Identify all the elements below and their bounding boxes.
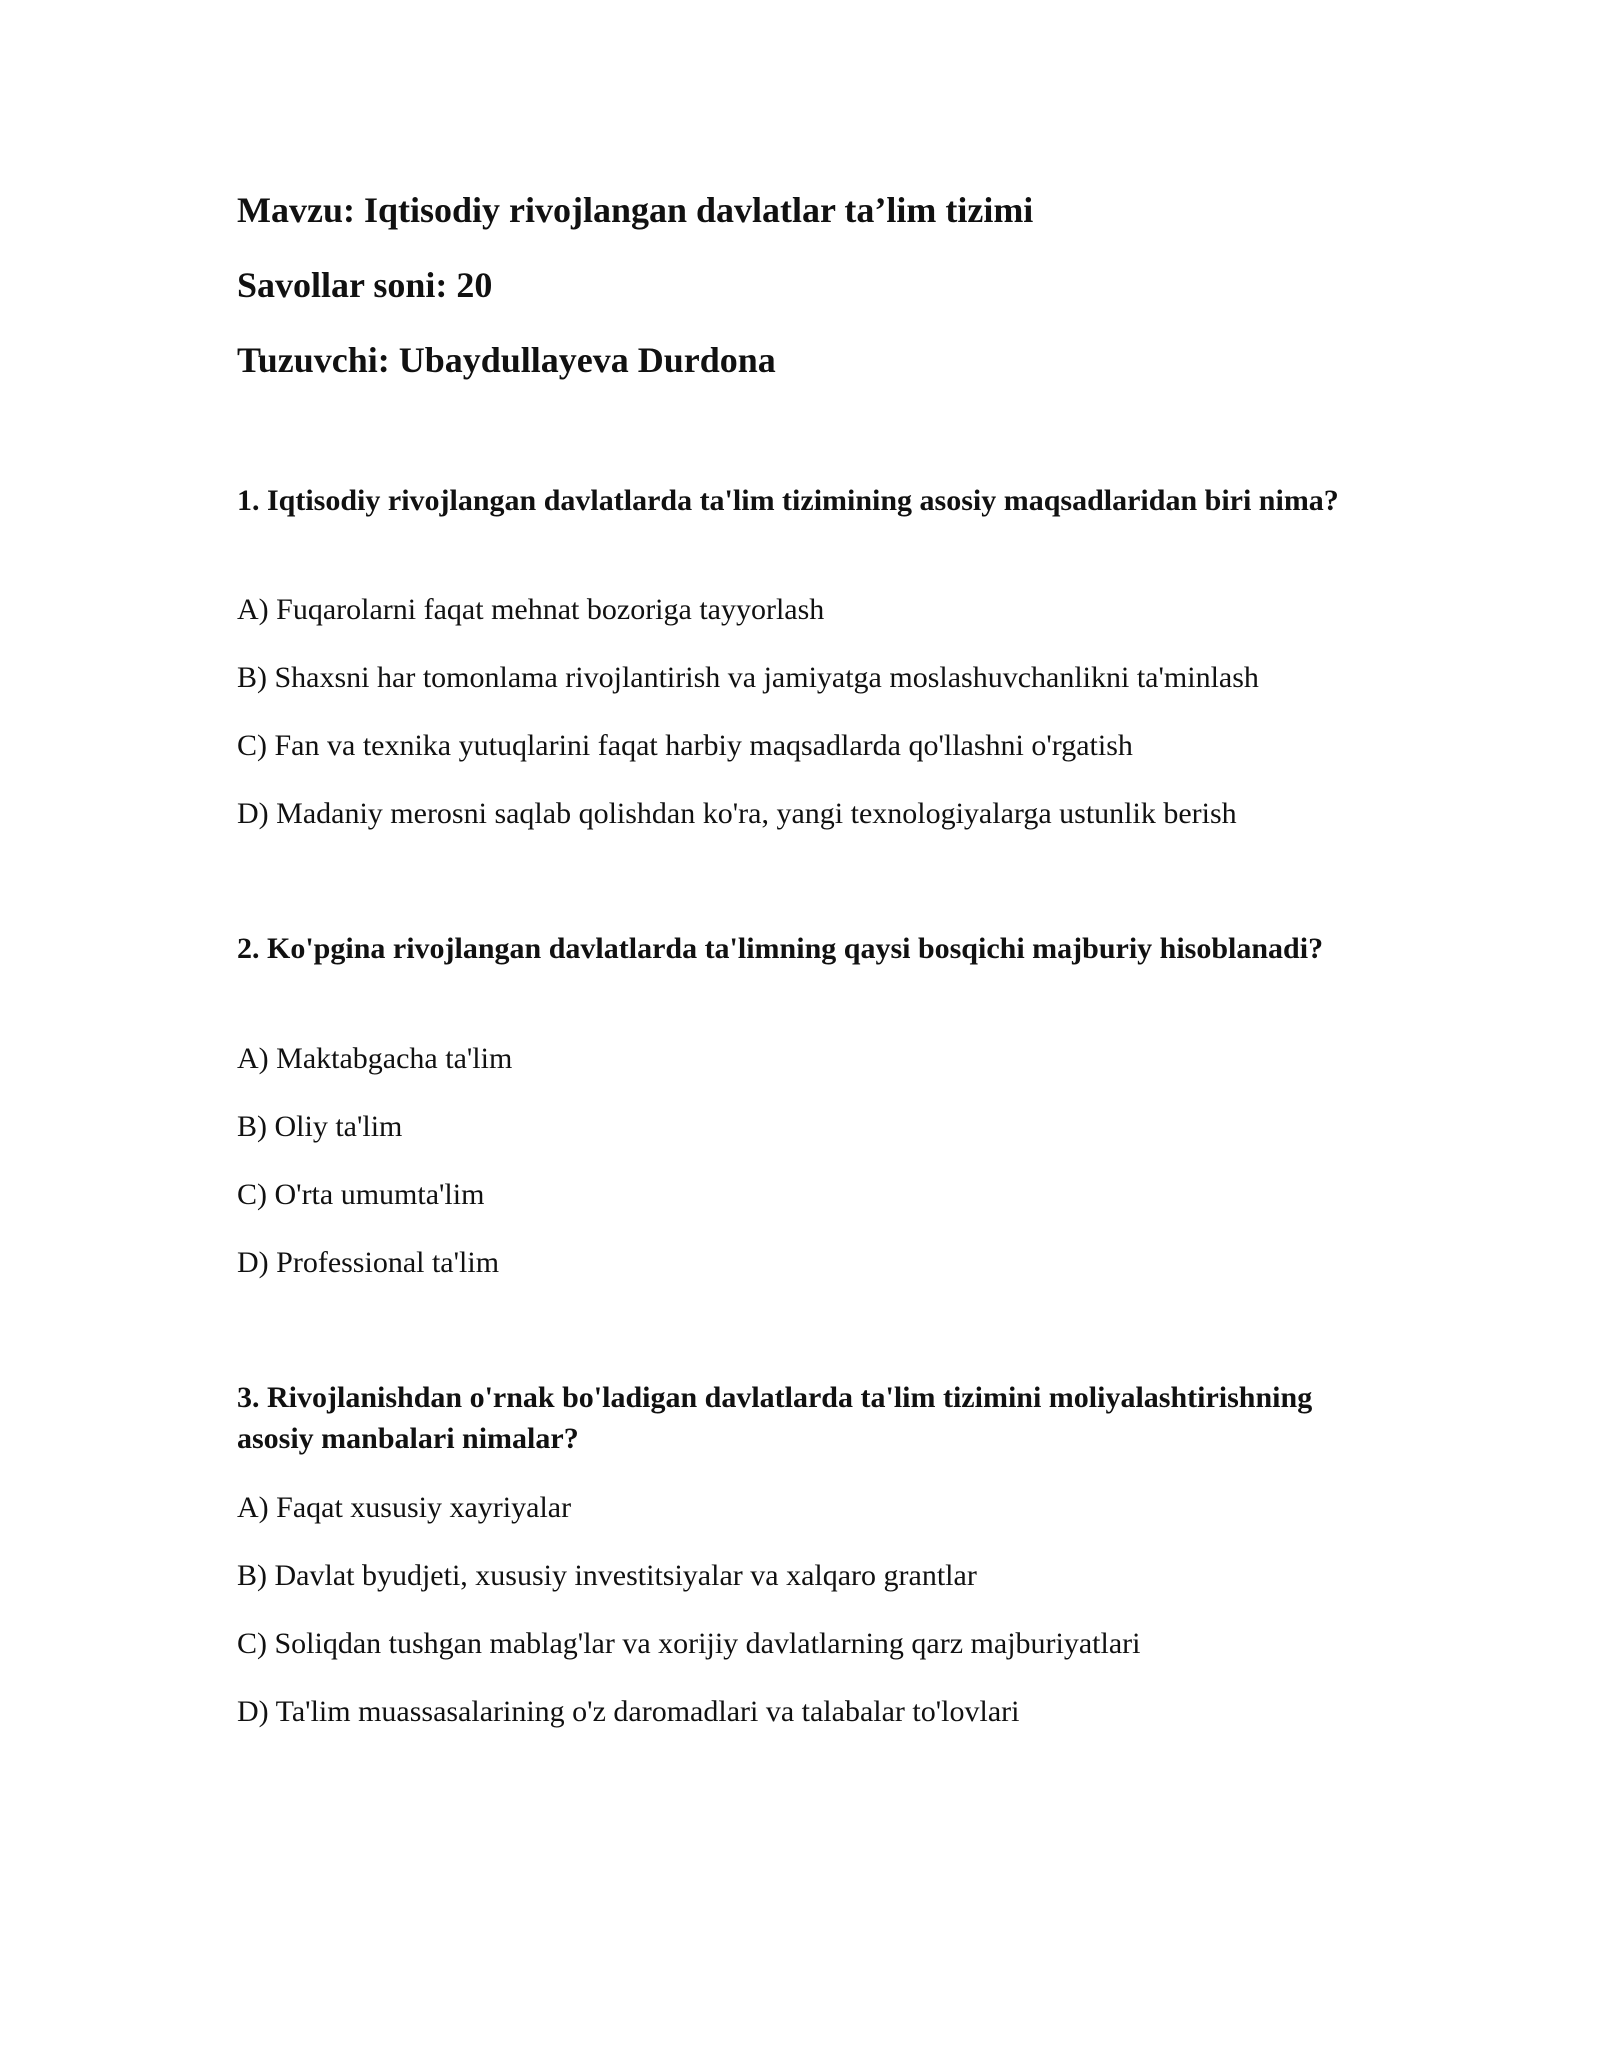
question-3-option-a: A) Faqat xususiy xayriyalar (237, 1491, 572, 1524)
question-1-option-b: B) Shaxsni har tomonlama rivojlantirish va jamiyatga moslashuvchanlikni ta'minlash (237, 661, 1259, 694)
question-3-option-d: D) Ta'lim muassasalarining o'z daromadlari va talabalar to'lovlari (237, 1695, 1020, 1728)
question-2-option-d: D) Professional ta'lim (237, 1246, 500, 1279)
author-heading: Tuzuvchi: Ubaydullayeva Durdona (237, 340, 776, 380)
question-2-option-a: A) Maktabgacha ta'lim (237, 1042, 513, 1075)
question-2-option-b: B) Oliy ta'lim (237, 1110, 403, 1143)
question-count-heading: Savollar soni: 20 (237, 265, 493, 305)
question-1-option-a: A) Fuqarolarni faqat mehnat bozoriga tayyorlash (237, 593, 825, 626)
topic-heading: Mavzu: Iqtisodiy rivojlangan davlatlar ta’lim tizimi (237, 190, 1034, 230)
question-2-option-c: C) O'rta umumta'lim (237, 1178, 485, 1211)
question-3-option-c: C) Soliqdan tushgan mablag'lar va xorijiy davlatlarning qarz majburiyatlari (237, 1627, 1141, 1660)
question-3-title: 3. Rivojlanishdan o'rnak bo'ladigan davlatlarda ta'lim tizimini moliyalashtirishning asosiy manbalari nimalar? (237, 1381, 1313, 1455)
question-1-option-c: C) Fan va texnika yutuqlarini faqat harbiy maqsadlarda qo'llashni o'rgatish (237, 729, 1133, 762)
question-1-option-d: D) Madaniy merosni saqlab qolishdan ko'ra, yangi texnologiyalarga ustunlik berish (237, 797, 1237, 830)
question-2-title: 2. Ko'pgina rivojlangan davlatlarda ta'limning qaysi bosqichi majburiy hisoblanadi? (237, 932, 1324, 965)
question-3-option-b: B) Davlat byudjeti, xususiy investitsiyalar va xalqaro grantlar (237, 1559, 977, 1592)
question-1-title: 1. Iqtisodiy rivojlangan davlatlarda ta'lim tizimining asosiy maqsadlaridan biri nima? (237, 484, 1339, 517)
